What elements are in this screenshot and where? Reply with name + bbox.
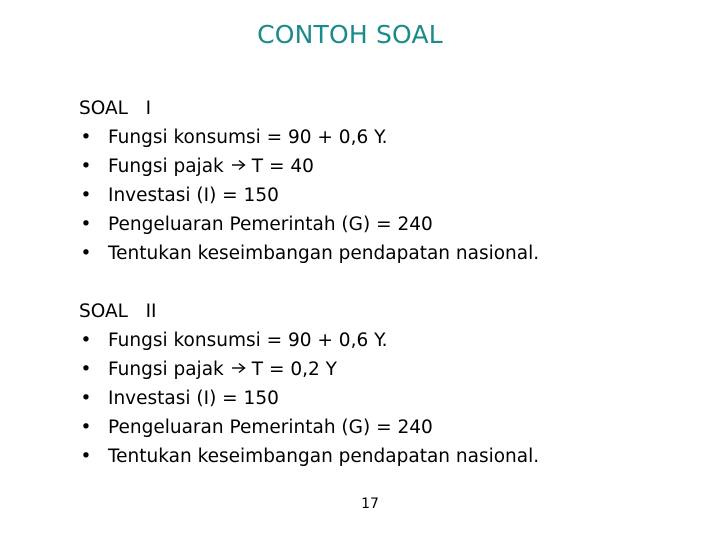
list-item-text: Pengeluaran Pemerintah (G) = 240 — [108, 417, 433, 438]
list-item-text: Fungsi konsumsi = 90 + 0,6 Y. — [108, 127, 388, 148]
bullet-icon: • — [80, 417, 92, 438]
soal-1-list — [79, 123, 699, 268]
list-item — [79, 210, 699, 239]
bullet-icon: • — [80, 156, 92, 177]
list-item — [79, 355, 699, 384]
right-arrow-icon — [232, 151, 246, 180]
soal-2-list — [79, 326, 699, 471]
section-spacer — [79, 268, 699, 297]
bullet-icon: • — [80, 359, 92, 380]
list-item-text-before: Fungsi pajak — [108, 156, 224, 177]
bullet-icon: • — [80, 330, 92, 351]
list-item-text: Investasi (I) = 150 — [108, 185, 279, 206]
bullet-icon: • — [80, 446, 92, 467]
soal-1-heading: SOAL I — [79, 98, 152, 119]
list-item — [79, 152, 699, 181]
list-item-text-after: T = 40 — [251, 156, 314, 177]
bullet-icon: • — [80, 185, 92, 206]
list-item-text-after: T = 0,2 Y — [251, 359, 337, 380]
list-item — [79, 326, 699, 355]
bullet-icon: • — [80, 388, 92, 409]
bullet-icon: • — [80, 127, 92, 148]
page-number: 17 — [361, 496, 379, 512]
list-item — [79, 181, 699, 210]
slide-content — [79, 94, 699, 471]
slide-title: CONTOH SOAL — [257, 20, 443, 49]
list-item — [79, 123, 699, 152]
list-item — [79, 239, 699, 268]
soal-2-heading: SOAL II — [79, 301, 157, 322]
list-item-text-before: Fungsi pajak — [108, 359, 224, 380]
bullet-icon: • — [80, 214, 92, 235]
list-item — [79, 413, 699, 442]
list-item — [79, 442, 699, 471]
list-item-text: Investasi (I) = 150 — [108, 388, 279, 409]
list-item — [79, 384, 699, 413]
list-item-text: Tentukan keseimbangan pendapatan nasional. — [108, 446, 540, 467]
bullet-icon: • — [80, 243, 92, 264]
list-item-text: Fungsi konsumsi = 90 + 0,6 Y. — [108, 330, 388, 351]
right-arrow-icon — [232, 354, 246, 383]
soal-2-section — [79, 297, 699, 471]
list-item-text: Pengeluaran Pemerintah (G) = 240 — [108, 214, 433, 235]
list-item-text: Tentukan keseimbangan pendapatan nasional. — [108, 243, 540, 264]
soal-1-section — [79, 94, 699, 268]
